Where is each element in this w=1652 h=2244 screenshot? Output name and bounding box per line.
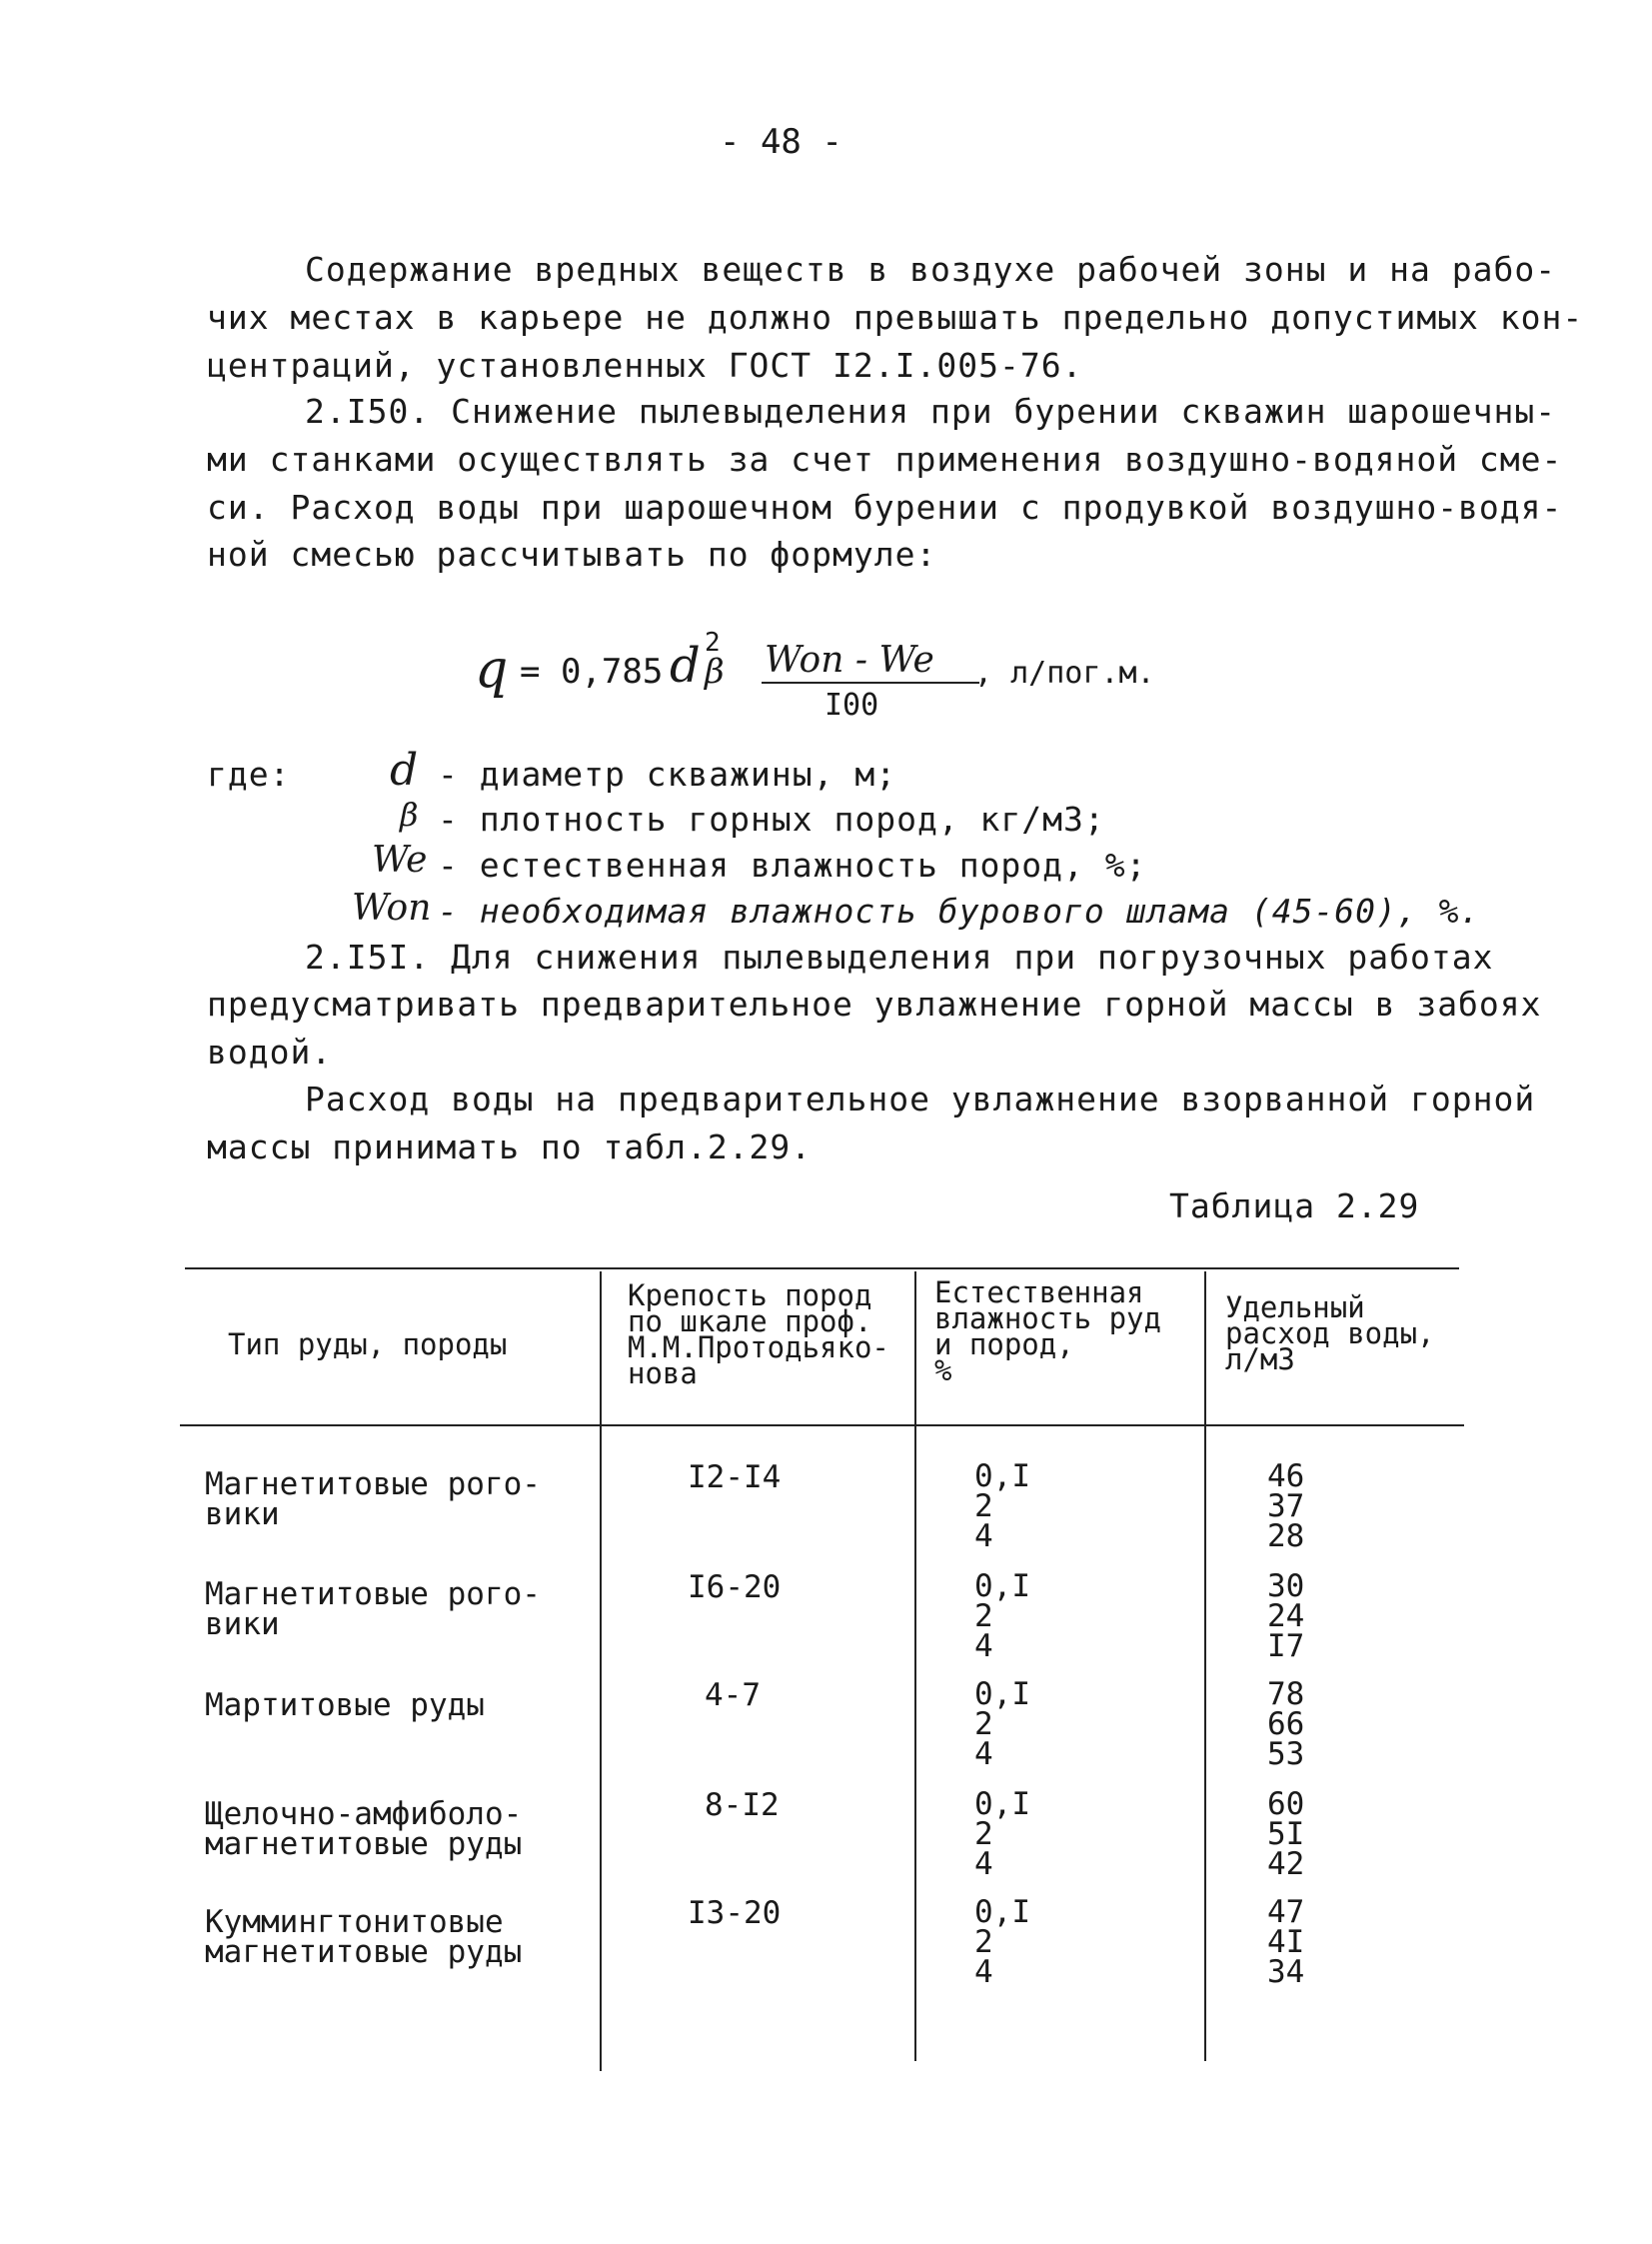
header-ore-type: Тип руды, породы	[228, 1327, 508, 1361]
fraction-bar	[762, 682, 979, 684]
table-col-divider-2	[914, 1271, 916, 2061]
formula-denominator: I00	[825, 688, 879, 723]
table-col-divider-1	[600, 1271, 602, 2071]
para3-line2: предусматривать предварительное увлажнение горной массы в забоях	[207, 985, 1542, 1024]
cell-consumption: 46 37 28	[1267, 1458, 1305, 1554]
para4-line2: массы принимать по табл.2.29.	[207, 1127, 813, 1166]
where-def-we: - естественная влажность пород, %;	[438, 846, 1147, 885]
formula-unit: , л/пог.м.	[974, 656, 1155, 691]
para1-line1: Содержание вредных веществ в воздухе рабочей зоны и на рабо-	[305, 250, 1557, 289]
cell-consumption: 30 24 I7	[1267, 1568, 1305, 1664]
formula-numerator: Won - We	[765, 640, 934, 681]
cell-moisture: 0,I 2 4	[974, 1676, 1030, 1772]
table-caption: Таблица 2.29	[1169, 1186, 1420, 1225]
formula-d: d	[670, 638, 701, 694]
header-moisture: Естественная влажность руд и пород, %	[934, 1275, 1161, 1387]
para2-line1: 2.I50. Снижение пылевыделения при бурении скважин шарошечны-	[305, 392, 1557, 431]
cell-ore-type: Магнетитовые рого- вики	[205, 1576, 541, 1642]
formula-q: q	[475, 640, 509, 700]
cell-consumption: 78 66 53	[1267, 1676, 1305, 1772]
cell-strength: 8-I2	[705, 1787, 780, 1823]
where-label: где:	[207, 755, 291, 794]
where-def-won: - необходимая влажность бурового шлама (45-60), %.	[438, 892, 1481, 931]
cell-strength: I6-20	[688, 1569, 782, 1605]
cell-strength: I3-20	[688, 1895, 782, 1931]
formula-beta: β	[705, 652, 725, 692]
where-sym-won: Won	[352, 888, 432, 929]
cell-moisture: 0,I 2 4	[974, 1894, 1030, 1990]
para3-line1: 2.I5I. Для снижения пылевыделения при погрузочных работах	[305, 938, 1494, 977]
para1-line2: чих местах в карьере не должно превышать предельно допустимых кон-	[207, 298, 1584, 337]
cell-moisture: 0,I 2 4	[974, 1786, 1030, 1882]
header-consumption: Удельный расход воды, л/м3	[1225, 1290, 1435, 1376]
cell-consumption: 60 5I 42	[1267, 1786, 1305, 1882]
cell-moisture: 0,I 2 4	[974, 1458, 1030, 1554]
para3-line3: водой.	[207, 1033, 333, 1072]
where-def-d: - диаметр скважины, м;	[438, 755, 897, 794]
table-top-rule	[185, 1267, 1459, 1269]
para1-line3: центраций, установленных ГОСТ I2.I.005-76.	[207, 346, 1083, 385]
para2-line3: си. Расход воды при шарошечном бурении с продувкой воздушно-водя-	[207, 488, 1563, 527]
page-number: - 48 -	[720, 122, 842, 162]
where-sym-d: d	[390, 745, 419, 796]
cell-strength: I2-I4	[688, 1459, 782, 1495]
formula-exponent: 2	[705, 628, 721, 658]
cell-ore-type: Магнетитовые рого- вики	[205, 1466, 541, 1532]
para2-line2: ми станками осуществлять за счет применения воздушно-водяной сме-	[207, 440, 1563, 479]
cell-ore-type: Мартитовые руды	[205, 1687, 485, 1723]
where-sym-beta: β	[400, 796, 419, 834]
table-col-divider-3	[1204, 1271, 1206, 2061]
header-strength: Крепость пород по шкале проф. М.М.Протодьяко- нова	[628, 1278, 889, 1390]
cell-ore-type: Щелочно-амфиболо- магнетитовые руды	[205, 1796, 523, 1862]
where-sym-we: We	[372, 840, 428, 881]
cell-ore-type: Куммингтонитовые магнетитовые руды	[205, 1904, 523, 1970]
cell-strength: 4-7	[705, 1677, 761, 1713]
cell-consumption: 47 4I 34	[1267, 1894, 1305, 1990]
para4-line1: Расход воды на предварительное увлажнение взорванной горной	[305, 1080, 1536, 1119]
cell-moisture: 0,I 2 4	[974, 1568, 1030, 1664]
where-def-beta: - плотность горных пород, кг/м3;	[438, 800, 1105, 839]
table-header-rule	[180, 1424, 1464, 1426]
para2-line4: ной смесью рассчитывать по формуле:	[207, 535, 937, 574]
formula-coefficient: = 0,785	[520, 652, 664, 692]
